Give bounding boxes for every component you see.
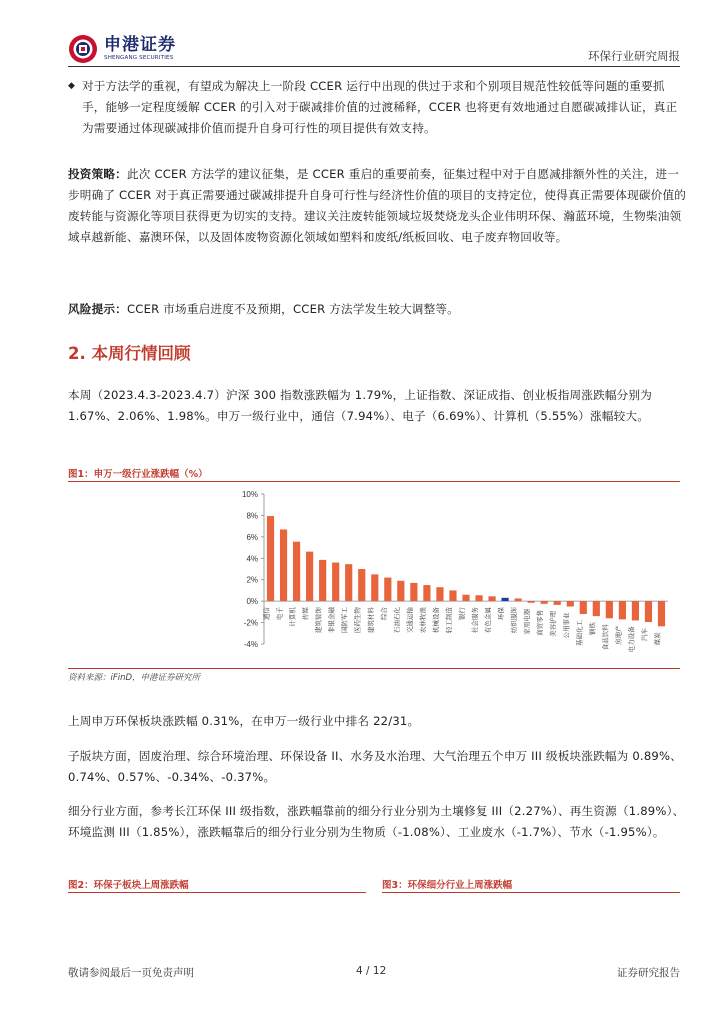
section-title: 2. 本周行情回顾 (68, 344, 191, 363)
bar (306, 552, 313, 602)
x-category-label: 商贸零售 (536, 609, 545, 636)
x-category-label: 国防军工 (340, 607, 349, 634)
x-category-label: 纺织服饰 (510, 607, 519, 634)
diamond-bullet-icon: ◆ (68, 81, 75, 91)
industry-return-chart (68, 484, 680, 668)
y-tick-label: 0% (246, 597, 258, 607)
bar (319, 560, 326, 601)
y-tick-label: -4% (243, 640, 258, 649)
x-category-label: 交通运输 (405, 607, 414, 634)
x-category-label: 传媒 (301, 607, 310, 621)
bar (449, 590, 456, 601)
bar (280, 529, 287, 601)
logo-name-en: SHENGANG SECURITIES (104, 55, 174, 61)
x-category-label: 房地产 (614, 625, 623, 645)
bar (593, 601, 600, 616)
strategy-label: 投资策略： (68, 167, 127, 181)
bar (528, 601, 535, 603)
y-tick-label: -2% (243, 618, 258, 628)
x-category-label: 建筑装饰 (314, 607, 323, 634)
bar (541, 601, 548, 604)
x-category-label: 公用事业 (562, 612, 571, 639)
x-category-label: 煤炭 (653, 632, 662, 646)
x-category-label: 社会服务 (471, 607, 480, 634)
page-header (68, 34, 680, 70)
bar (580, 601, 587, 614)
figure1-title: 图1：申万一级行业涨跌幅（%） (68, 469, 208, 480)
risk-paragraph (68, 299, 688, 320)
bar (488, 596, 495, 601)
bullet-text: 对于方法学的重视，有望成为解决上一阶段 CCER 运行中出现的供过于求和个别项目规范性较低等问题的重要抓手，能够一定程度缓解 CCER 的引入对于碳减排价值的过渡稀释，CCER 也将更有效地通过自愿碳减排认证，真正为需要通过体现碳减排价值而提升自身可行性的项目提供有效支持。 (82, 79, 678, 135)
bar (332, 563, 339, 602)
y-tick-label: 6% (246, 532, 258, 542)
footer-report-type: 证券研究报告 (617, 967, 680, 979)
risk-text: CCER 市场重启进度不及预期，CCER 方法学发生较大调整等。 (126, 302, 459, 316)
x-category-label: 汽车 (640, 628, 649, 642)
x-category-label: 美容护理 (549, 610, 558, 637)
bar (371, 574, 378, 601)
bar (645, 601, 652, 622)
bar (567, 601, 574, 606)
header-divider (68, 66, 680, 67)
env-paragraph-3: 细分行业方面，参考长江环保 III 级指数，涨跌幅靠前的细分行业分别为土壤修复 III（2.27%）、再生资源（1.89%）、环境监测 III（1.85%），涨跌幅靠后的细分行业分别为生物质（-1.08%）、工业废水（-1.7%）、节水（-1.95%）。 (68, 804, 685, 839)
y-tick-label: 10% (241, 490, 258, 499)
x-category-label: 综合 (379, 607, 388, 621)
figure3-title: 图3：环保细分行业上周涨跌幅 (382, 880, 513, 891)
logo-name-cn: 申港证券 (104, 35, 176, 55)
bar (358, 569, 365, 601)
x-category-label: 钢铁 (588, 622, 597, 636)
market-review-paragraph: 本周（2023.4.3-2023.4.7）沪深 300 指数涨跌幅为 1.79%，上证指数、深证成指、创业板指周涨跌幅分别为 1.67%、2.06%、1.98%。申万一级行业中，通信（7.94%）、电子（6.69%）、计算机（5.55%）涨幅较大。 (68, 388, 653, 423)
x-category-label: 通信 (262, 607, 271, 621)
figure1-source: 资料来源：iFinD，申港证券研究所 (68, 673, 201, 683)
bar (619, 601, 626, 619)
x-category-label: 非银金融 (327, 607, 336, 634)
x-category-label: 机械设备 (431, 607, 440, 634)
bar (423, 585, 430, 601)
x-category-label: 医药生物 (353, 607, 362, 634)
figure2-rule (68, 892, 366, 893)
bullet-paragraph (68, 76, 688, 139)
x-category-label: 电力设备 (627, 626, 636, 653)
bar (475, 595, 482, 601)
company-logo (68, 34, 176, 64)
bar (554, 601, 561, 605)
y-tick-label: 8% (246, 511, 258, 521)
bar (345, 564, 352, 601)
x-category-label: 农林牧渔 (418, 607, 427, 634)
bar (293, 542, 300, 601)
figure1-bottom-rule (68, 668, 680, 669)
strategy-text: 此次 CCER 方法学的建议征集，是 CCER 重启的重要前奏，征集过程中对于自愿减排额外性的关注，进一步明确了 CCER 对于真正需要通过碳减排提升自身可行性与经济性价值的项目的支持定位，使得真正需要体现碳价值的废转能与资源化等项目获得更为切实的支持。建议关注废转能领域垃圾焚烧龙头企业伟明环保、瀚蓝环境，生物柴油领域卓越新能、嘉澳环保，以及固体废物资源化领域如塑料和废纸/纸板回收、电子废弃物回收等。 (68, 167, 687, 244)
bar (410, 583, 417, 601)
x-category-label: 家用电器 (523, 608, 532, 635)
logo-emblem-icon (68, 34, 98, 64)
figure3-rule (382, 892, 680, 893)
figure2-title: 图2：环保子板块上周涨跌幅 (68, 880, 189, 891)
x-category-label: 计算机 (288, 607, 297, 627)
x-category-label: 建筑材料 (366, 607, 375, 634)
page-number: 4 / 12 (356, 965, 387, 977)
x-category-label: 有色金属 (484, 607, 493, 634)
bar (267, 516, 274, 601)
x-category-label: 环保 (497, 607, 506, 621)
bar (384, 578, 391, 602)
env-paragraph-2: 子版块方面，固废治理、综合环境治理、环保设备 II、水务及水治理、大气治理五个申万 III 级板块涨跌幅为 0.89%、0.74%、0.57%、-0.34%、-0.37%。 (68, 749, 682, 784)
x-category-label: 石油石化 (392, 607, 401, 634)
x-category-label: 食品饮料 (601, 624, 610, 651)
risk-label: 风险提示： (68, 302, 127, 316)
report-type: 环保行业研究周报 (588, 49, 680, 63)
x-category-label: 基础化工 (575, 620, 584, 646)
x-category-label: 轻工制造 (444, 607, 453, 634)
y-tick-label: 4% (246, 554, 258, 564)
bar (397, 581, 404, 601)
x-category-label: 银行 (458, 607, 466, 621)
bar (632, 601, 639, 620)
strategy-paragraph (68, 164, 688, 248)
figure1-top-rule (68, 481, 680, 482)
bar (436, 587, 443, 601)
y-tick-label: 2% (246, 575, 258, 585)
footer-disclaimer: 敬请参阅最后一页免责声明 (68, 967, 194, 979)
x-category-label: 电子 (275, 607, 284, 621)
env-paragraph-1: 上周申万环保板块涨跌幅 0.31%，在申万一级行业中排名 22/31。 (68, 714, 420, 728)
bar (606, 601, 613, 618)
bar (502, 598, 509, 601)
bar (658, 601, 665, 626)
bar (462, 595, 469, 601)
bar (515, 598, 522, 601)
